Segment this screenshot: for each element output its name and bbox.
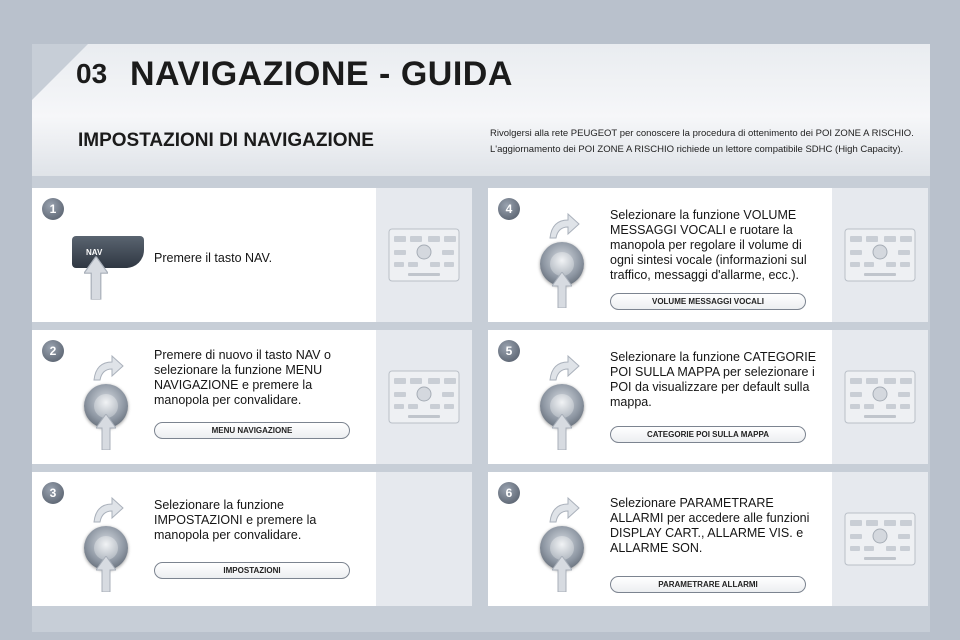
instruction-line: traffico, messaggi d'allarme, ecc.). bbox=[610, 268, 800, 282]
nav-key-illustration bbox=[72, 236, 152, 306]
press-arrow-icon bbox=[96, 414, 116, 450]
section-title: IMPOSTAZIONI DI NAVIGAZIONE bbox=[78, 130, 374, 151]
menu-item-label: MENU NAVIGAZIONE bbox=[154, 422, 350, 439]
intro-line: L'aggiornamento dei POI ZONE A RISCHIO richiede un lettore compatibile SDHC (High Capacity). bbox=[490, 144, 904, 155]
radio-thumbnail bbox=[376, 188, 472, 322]
step-4-panel bbox=[488, 188, 928, 322]
instruction-line: Premere il tasto NAV. bbox=[154, 251, 273, 265]
instruction-line: ALLARMI per accedere alle funzioni bbox=[610, 511, 810, 525]
instruction-line: POI SULLA MAPPA per selezionare i bbox=[610, 365, 815, 379]
knob-illustration bbox=[536, 212, 602, 312]
rotate-arrow-icon bbox=[546, 212, 580, 240]
knob-illustration bbox=[536, 496, 602, 596]
menu-item-label: PARAMETRARE ALLARMI bbox=[610, 576, 806, 593]
step-number-badge: 5 bbox=[498, 340, 520, 362]
menu-item-label: CATEGORIE POI SULLA MAPPA bbox=[610, 426, 806, 443]
step-number-badge: 3 bbox=[42, 482, 64, 504]
step-number-badge: 1 bbox=[42, 198, 64, 220]
instruction-line: ALLARME SON. bbox=[610, 541, 703, 555]
radio-panel-icon bbox=[388, 228, 460, 282]
instruction-line: manopola per regolare il volume di bbox=[610, 238, 802, 252]
press-arrow-icon bbox=[552, 556, 572, 592]
radio-thumbnail bbox=[376, 330, 472, 464]
instruction-line: Premere di nuovo il tasto NAV o bbox=[154, 348, 331, 362]
step-number-badge: 6 bbox=[498, 482, 520, 504]
rotate-arrow-icon bbox=[90, 496, 124, 524]
instruction-line: DISPLAY CART., ALLARME VIS. e bbox=[610, 526, 804, 540]
radio-panel-icon bbox=[844, 512, 916, 566]
radio-panel-icon bbox=[844, 370, 916, 424]
step-6-panel bbox=[488, 472, 928, 606]
knob-illustration bbox=[80, 496, 146, 596]
press-arrow-icon bbox=[96, 556, 116, 592]
instruction-line: Selezionare la funzione VOLUME bbox=[610, 208, 797, 222]
rotate-arrow-icon bbox=[90, 354, 124, 382]
instruction-line: POI da visualizzare per default sulla bbox=[610, 380, 810, 394]
intro-note bbox=[490, 126, 920, 158]
menu-item-label: IMPOSTAZIONI bbox=[154, 562, 350, 579]
instruction-line: Selezionare la funzione CATEGORIE bbox=[610, 350, 817, 364]
radio-panel-icon bbox=[388, 370, 460, 424]
radio-thumbnail bbox=[832, 330, 928, 464]
step-instruction bbox=[154, 498, 364, 543]
radio-panel-icon bbox=[844, 228, 916, 282]
knob-illustration bbox=[80, 354, 146, 454]
instruction-line: Selezionare PARAMETRARE bbox=[610, 496, 774, 510]
rotate-arrow-icon bbox=[546, 354, 580, 382]
radio-thumbnail bbox=[376, 472, 472, 606]
step-instruction bbox=[610, 350, 820, 410]
step-instruction bbox=[610, 208, 820, 283]
page-title: NAVIGAZIONE - GUIDA bbox=[130, 55, 513, 93]
radio-thumbnail bbox=[832, 188, 928, 322]
instruction-line: mappa. bbox=[610, 395, 652, 409]
instruction-line: MESSAGGI VOCALI e ruotare la bbox=[610, 223, 793, 237]
step-3-panel bbox=[32, 472, 472, 606]
nav-button: NAV bbox=[72, 236, 144, 268]
press-arrow-icon bbox=[552, 414, 572, 450]
step-2-panel bbox=[32, 330, 472, 464]
step-1-panel bbox=[32, 188, 472, 322]
press-arrow-icon bbox=[84, 252, 108, 304]
instruction-line: manopola per convalidare. bbox=[154, 393, 302, 407]
press-arrow-icon bbox=[552, 272, 572, 308]
step-instruction bbox=[154, 348, 364, 408]
instruction-line: ogni sintesi vocale (informazioni sul bbox=[610, 253, 807, 267]
instruction-line: selezionare la funzione MENU bbox=[154, 363, 323, 377]
menu-item-label: VOLUME MESSAGGI VOCALI bbox=[610, 293, 806, 310]
step-instruction bbox=[610, 496, 820, 556]
step-number-badge: 2 bbox=[42, 340, 64, 362]
radio-thumbnail bbox=[832, 472, 928, 606]
knob-illustration bbox=[536, 354, 602, 454]
chapter-number: 03 bbox=[76, 58, 108, 89]
intro-line: Rivolgersi alla rete PEUGEOT per conoscere la procedura di ottenimento dei POI ZONE A RISCHIO. bbox=[490, 128, 914, 139]
step-instruction bbox=[154, 251, 364, 266]
instruction-line: NAVIGAZIONE e premere la bbox=[154, 378, 313, 392]
instruction-line: Selezionare la funzione bbox=[154, 498, 284, 512]
instruction-line: IMPOSTAZIONI e premere la bbox=[154, 513, 317, 527]
step-5-panel bbox=[488, 330, 928, 464]
rotate-arrow-icon bbox=[546, 496, 580, 524]
instruction-line: manopola per convalidare. bbox=[154, 528, 302, 542]
step-number-badge: 4 bbox=[498, 198, 520, 220]
